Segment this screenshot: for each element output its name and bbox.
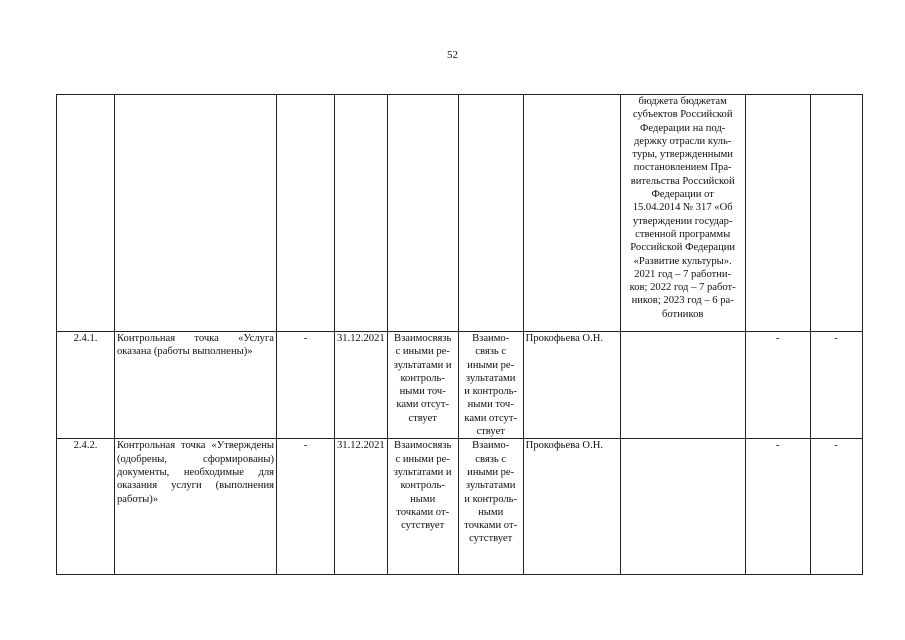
cell-col10: - xyxy=(810,439,862,575)
plan-table xyxy=(56,94,863,575)
cell-responsible-empty xyxy=(523,95,620,332)
cell-description xyxy=(620,332,745,439)
cell-col10-empty xyxy=(810,95,862,332)
cell-description xyxy=(620,439,745,575)
cell-col9: - xyxy=(745,332,810,439)
cell-responsible: Прокофьева О.Н. xyxy=(523,439,620,575)
cell-start-empty xyxy=(277,95,335,332)
cell-name: Контрольная точка «Услуга оказана (работы выполнены)» xyxy=(115,332,277,439)
table-row-continued xyxy=(57,95,863,332)
cell-num: 2.4.2. xyxy=(57,439,115,575)
cell-responsible: Прокофьева О.Н. xyxy=(523,332,620,439)
table-row xyxy=(57,332,863,439)
cell-link-next: Взаимо- связь с иными ре- зультатами и контроль- ными точками от- сутствует xyxy=(458,439,523,575)
cell-name: Контрольная точка «Утверждены (одобрены, сформированы) документы, необходимые для оказания услуги (выполнения работы)» xyxy=(115,439,277,575)
cell-num: 2.4.1. xyxy=(57,332,115,439)
cell-col10: - xyxy=(810,332,862,439)
cell-num-empty xyxy=(57,95,115,332)
cell-name-empty xyxy=(115,95,277,332)
cell-col9-empty xyxy=(745,95,810,332)
cell-link-next: Взаимо- связь с иными ре- зультатами и контроль- ными точ- ками отсут- ствует xyxy=(458,332,523,439)
page-number: 52 xyxy=(447,49,458,61)
cell-description: бюджета бюджетам субъектов Российской Федерации на под- держку отрасли куль- туры, утвержденными постановлением Пра- вительства Российской Федерации от 15.04.2014 № 317 «Об утверждении государ- ственной программы Российской Федерации «Развитие культуры». 2021 год – 7 работни- ков; 2022 год – 7 работ- ников; 2023 год – 6 ра- ботников xyxy=(620,95,745,332)
cell-end: 31.12.2021 xyxy=(335,439,388,575)
cell-end-empty xyxy=(335,95,388,332)
cell-link-prev-empty xyxy=(387,95,458,332)
cell-link-prev: Взаимосвязь с иными ре- зультатами и контроль- ными точ- ками отсут- ствует xyxy=(387,332,458,439)
cell-col9: - xyxy=(745,439,810,575)
cell-link-next-empty xyxy=(458,95,523,332)
cell-link-prev: Взаимосвязь с иными ре- зультатами и контроль- ными точками от- сутствует xyxy=(387,439,458,575)
cell-start: - xyxy=(277,439,335,575)
table-row xyxy=(57,439,863,575)
cell-start: - xyxy=(277,332,335,439)
cell-end: 31.12.2021 xyxy=(335,332,388,439)
